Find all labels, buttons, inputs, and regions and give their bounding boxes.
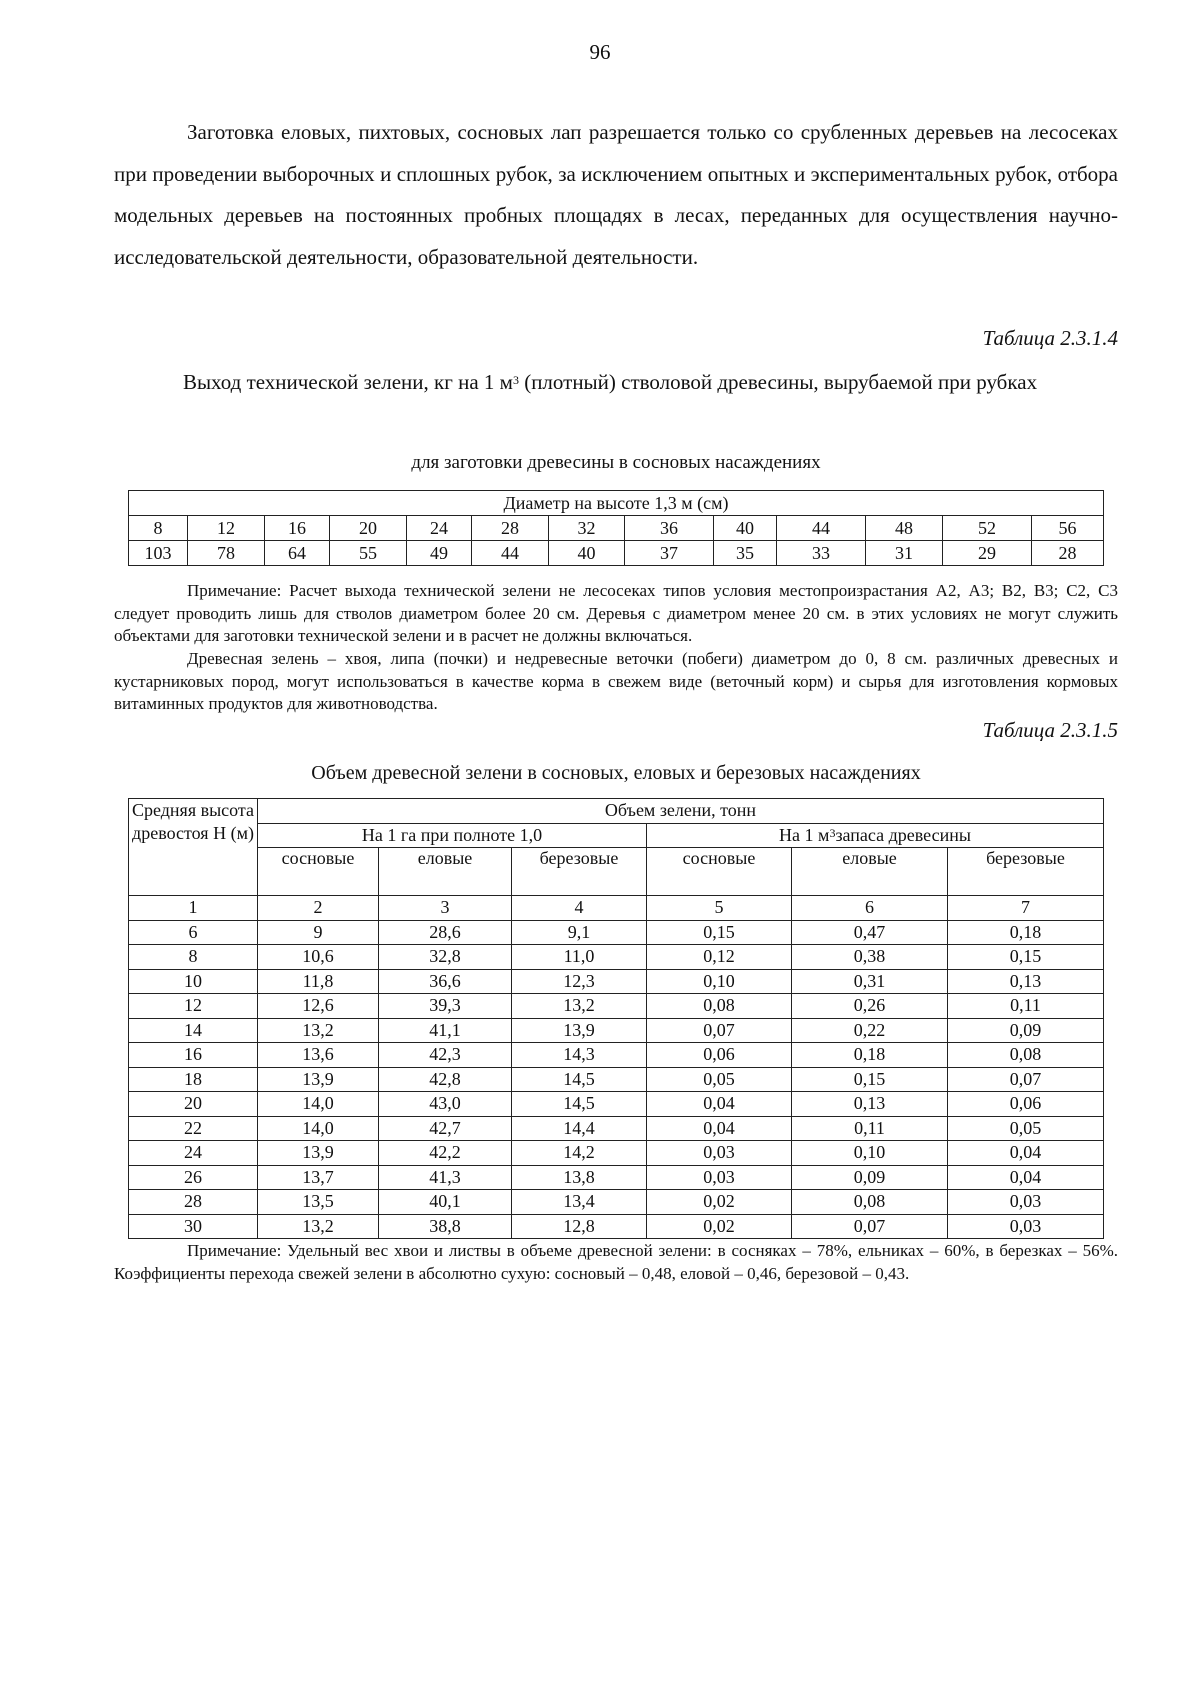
table2-cell: 36,6 bbox=[379, 969, 512, 994]
table2-cell: 42,3 bbox=[379, 1043, 512, 1068]
table2-cell: 0,03 bbox=[948, 1190, 1104, 1215]
table2-cell: 41,3 bbox=[379, 1165, 512, 1190]
table2-body bbox=[129, 920, 1104, 1239]
table1-diameter-cell: 36 bbox=[625, 516, 714, 541]
table2-cell: 0,08 bbox=[792, 1190, 948, 1215]
table2-species-cell: еловые bbox=[792, 848, 948, 896]
table2-cell: 12 bbox=[129, 994, 258, 1019]
table2-cell: 14,3 bbox=[512, 1043, 647, 1068]
table1-diameter-cell: 44 bbox=[777, 516, 866, 541]
table2-cell: 13,4 bbox=[512, 1190, 647, 1215]
table2-cell: 0,04 bbox=[647, 1092, 792, 1117]
table1-value-cell: 55 bbox=[330, 541, 407, 566]
table2-cell: 0,13 bbox=[948, 969, 1104, 994]
table2-cell: 12,3 bbox=[512, 969, 647, 994]
table2-group-m3-sup: 3 bbox=[829, 825, 836, 840]
table2-cell: 11,8 bbox=[258, 969, 379, 994]
table2-cell: 14,0 bbox=[258, 1116, 379, 1141]
table1-diameter-cell: 28 bbox=[472, 516, 549, 541]
table2-cell: 0,15 bbox=[792, 1067, 948, 1092]
note1-p2-text: Древесная зелень – хвоя, липа (почки) и недревесные веточки (побеги) диаметром до 0, 8 см. различных древесных и кустарниковых пород, могут использоваться в качестве корма в свежем виде (веточный корм) и сырья для изготовления кормовых витаминных продуктов для животноводства. bbox=[114, 649, 1118, 713]
table2-cell: 32,8 bbox=[379, 945, 512, 970]
table2-cell: 14,2 bbox=[512, 1141, 647, 1166]
table2-cell: 0,04 bbox=[647, 1116, 792, 1141]
table1-value-cell: 28 bbox=[1032, 541, 1104, 566]
table2-cell: 8 bbox=[129, 945, 258, 970]
table1-value-cell: 49 bbox=[407, 541, 472, 566]
table1-value-cell: 78 bbox=[188, 541, 265, 566]
table1-title bbox=[150, 362, 1070, 403]
table2-column-numbers bbox=[129, 896, 1104, 921]
table2-species-cell: сосновые bbox=[647, 848, 792, 896]
table2-row bbox=[129, 1018, 1104, 1043]
table2-cell: 0,15 bbox=[948, 945, 1104, 970]
table1-value-cell: 44 bbox=[472, 541, 549, 566]
table2-cell: 0,12 bbox=[647, 945, 792, 970]
table2-cell: 28,6 bbox=[379, 920, 512, 945]
table2-cell: 0,22 bbox=[792, 1018, 948, 1043]
table2-cell: 0,11 bbox=[792, 1116, 948, 1141]
table1-value-cell: 29 bbox=[943, 541, 1032, 566]
table2-cell: 0,47 bbox=[792, 920, 948, 945]
table2-row bbox=[129, 1214, 1104, 1239]
table2-cell: 10,6 bbox=[258, 945, 379, 970]
table2-cell: 42,8 bbox=[379, 1067, 512, 1092]
table2-cell: 0,04 bbox=[948, 1165, 1104, 1190]
table2-cell: 0,02 bbox=[647, 1190, 792, 1215]
table2-cell: 26 bbox=[129, 1165, 258, 1190]
table2-cell: 13,6 bbox=[258, 1043, 379, 1068]
table2-cell: 0,10 bbox=[647, 969, 792, 994]
table2-row bbox=[129, 1165, 1104, 1190]
table2-cell: 13,9 bbox=[258, 1067, 379, 1092]
table1-diameter-cell: 48 bbox=[866, 516, 943, 541]
table2-cell: 13,2 bbox=[258, 1018, 379, 1043]
table2-colnum-cell: 7 bbox=[948, 896, 1104, 921]
table1-diameter-cell: 12 bbox=[188, 516, 265, 541]
table2-cell: 13,9 bbox=[258, 1141, 379, 1166]
table2-cell: 14,5 bbox=[512, 1067, 647, 1092]
table2-cell: 43,0 bbox=[379, 1092, 512, 1117]
table2-colnum-cell: 6 bbox=[792, 896, 948, 921]
table2-cell: 0,05 bbox=[647, 1067, 792, 1092]
table2-cell: 0,05 bbox=[948, 1116, 1104, 1141]
table2-cell: 10 bbox=[129, 969, 258, 994]
table1-value-cell: 64 bbox=[265, 541, 330, 566]
table2-cell: 20 bbox=[129, 1092, 258, 1117]
table2-cell: 0,10 bbox=[792, 1141, 948, 1166]
table1-header: Диаметр на высоте 1,3 м (см) bbox=[129, 491, 1104, 516]
table2-cell: 13,9 bbox=[512, 1018, 647, 1043]
table1-diameter-cell: 24 bbox=[407, 516, 472, 541]
table2-cell: 0,04 bbox=[948, 1141, 1104, 1166]
table1-title-part2: (плотный) стволовой древесины, вырубаемой при рубках bbox=[518, 370, 1038, 394]
table1-value-cell: 35 bbox=[714, 541, 777, 566]
note1-p1 bbox=[114, 580, 1118, 648]
table2-cell: 0,11 bbox=[948, 994, 1104, 1019]
table2-cell: 14,5 bbox=[512, 1092, 647, 1117]
table1-diameter-cell: 8 bbox=[129, 516, 188, 541]
table2-species-cell: березовые bbox=[948, 848, 1104, 896]
table2-cell: 41,1 bbox=[379, 1018, 512, 1043]
table2-colnum-cell: 5 bbox=[647, 896, 792, 921]
table2-row bbox=[129, 1141, 1104, 1166]
intro-paragraph-text: Заготовка еловых, пихтовых, сосновых лап разрешается только со срубленных деревьев на лесосеках при проведении выборочных и сплошных рубок, за исключением опытных и экспериментальных рубок, отбора модельных деревьев на постоянных пробных площадях в лесах, переданных для осуществления научно-исследовательской деятельности, образовательной деятельности. bbox=[114, 120, 1118, 269]
table2-height-header: Средняя высота древостоя Н (м) bbox=[129, 799, 258, 896]
table2-row bbox=[129, 1043, 1104, 1068]
table1-diameter-cell: 16 bbox=[265, 516, 330, 541]
note2 bbox=[114, 1240, 1118, 1285]
table2-row bbox=[129, 1092, 1104, 1117]
table2-cell: 0,18 bbox=[792, 1043, 948, 1068]
table2-cell: 13,7 bbox=[258, 1165, 379, 1190]
table2-group-m3-pre: На 1 м bbox=[779, 824, 830, 845]
intro-paragraph bbox=[114, 112, 1118, 278]
table2-row bbox=[129, 945, 1104, 970]
table2-cell: 0,02 bbox=[647, 1214, 792, 1239]
table2-cell: 30 bbox=[129, 1214, 258, 1239]
table2-cell: 0,07 bbox=[948, 1067, 1104, 1092]
table2-species-cell: березовые bbox=[512, 848, 647, 896]
table1 bbox=[128, 490, 1104, 566]
table2-cell: 0,08 bbox=[647, 994, 792, 1019]
table1-title-part1: Выход технической зелени, кг на 1 м bbox=[182, 370, 513, 394]
table2-cell: 0,07 bbox=[647, 1018, 792, 1043]
table2-colnum-cell: 2 bbox=[258, 896, 379, 921]
table2-cell: 11,0 bbox=[512, 945, 647, 970]
table1-title-sup: 3 bbox=[512, 373, 519, 387]
table2-cell: 0,38 bbox=[792, 945, 948, 970]
table2-row bbox=[129, 1067, 1104, 1092]
table2-colnum-cell: 1 bbox=[129, 896, 258, 921]
table1-diameter-row bbox=[129, 516, 1104, 541]
table2-cell: 16 bbox=[129, 1043, 258, 1068]
table2-cell: 40,1 bbox=[379, 1190, 512, 1215]
table2-cell: 0,03 bbox=[647, 1165, 792, 1190]
table2-species-cell: сосновые bbox=[258, 848, 379, 896]
table2-cell: 14 bbox=[129, 1018, 258, 1043]
table2-cell: 0,03 bbox=[647, 1141, 792, 1166]
table2-cell: 12,6 bbox=[258, 994, 379, 1019]
table2-cell: 13,2 bbox=[512, 994, 647, 1019]
table2-cell: 0,31 bbox=[792, 969, 948, 994]
table1-value-cell: 103 bbox=[129, 541, 188, 566]
table2-cell: 39,3 bbox=[379, 994, 512, 1019]
table2-cell: 0,09 bbox=[948, 1018, 1104, 1043]
table1-value-cell: 40 bbox=[549, 541, 625, 566]
table2-cell: 18 bbox=[129, 1067, 258, 1092]
table1-label: Таблица 2.3.1.4 bbox=[982, 326, 1118, 350]
table2-cell: 12,8 bbox=[512, 1214, 647, 1239]
table1-values-row bbox=[129, 541, 1104, 566]
table2-cell: 13,5 bbox=[258, 1190, 379, 1215]
table2-cell: 0,07 bbox=[792, 1214, 948, 1239]
table1-diameter-cell: 56 bbox=[1032, 516, 1104, 541]
table2-species-cell: еловые bbox=[379, 848, 512, 896]
note1-p1-text: Примечание: Расчет выхода технической зелени не лесосеках типов условия местопроизрастания А2, А3; В2, В3; С2, С3 следует проводить лишь для стволов диаметром более 20 см. Деревья с диаметром менее 20 см. в этих условиях не могут служить объектами для заготовки технической зелени и в расчет не должны включаться. bbox=[114, 581, 1118, 645]
table2-cell: 0,03 bbox=[948, 1214, 1104, 1239]
note2-text: Примечание: Удельный вес хвои и листвы в объеме древесной зелени: в сосняках – 78%, ельниках – 60%, в березках – 56%. Коэффициенты перехода свежей зелени в абсолютно сухую: сосновый – 0,48, еловой – 0,46, березовой – 0,43. bbox=[114, 1241, 1118, 1283]
table2-cell: 0,06 bbox=[948, 1092, 1104, 1117]
table2-row bbox=[129, 920, 1104, 945]
note1-p2 bbox=[114, 648, 1118, 716]
table2-row bbox=[129, 969, 1104, 994]
table2-title: Объем древесной зелени в сосновых, еловых и березовых насаждениях bbox=[311, 762, 921, 784]
table1-diameter-cell: 52 bbox=[943, 516, 1032, 541]
table1-value-cell: 37 bbox=[625, 541, 714, 566]
table2-cell: 0,15 bbox=[647, 920, 792, 945]
table2-cell: 28 bbox=[129, 1190, 258, 1215]
table2-cell: 14,0 bbox=[258, 1092, 379, 1117]
table2-volume-header: Объем зелени, тонн bbox=[258, 799, 1104, 824]
table2-cell: 14,4 bbox=[512, 1116, 647, 1141]
table2-group-m3 bbox=[647, 823, 1104, 848]
table2-cell: 0,08 bbox=[948, 1043, 1104, 1068]
table1-diameter-cell: 40 bbox=[714, 516, 777, 541]
table2-colnum-cell: 4 bbox=[512, 896, 647, 921]
table2-row bbox=[129, 994, 1104, 1019]
table2-cell: 9,1 bbox=[512, 920, 647, 945]
table2-cell: 38,8 bbox=[379, 1214, 512, 1239]
table2-cell: 0,13 bbox=[792, 1092, 948, 1117]
table2 bbox=[128, 798, 1104, 1239]
table2-cell: 24 bbox=[129, 1141, 258, 1166]
table2-group-m3-post: запаса древесины bbox=[835, 824, 971, 845]
table2-label: Таблица 2.3.1.5 bbox=[982, 718, 1118, 742]
table2-cell: 13,2 bbox=[258, 1214, 379, 1239]
table1-subtitle: для заготовки древесины в сосновых насаждениях bbox=[411, 452, 821, 473]
table2-cell: 9 bbox=[258, 920, 379, 945]
table2-cell: 42,7 bbox=[379, 1116, 512, 1141]
table2-cell: 0,18 bbox=[948, 920, 1104, 945]
table2-cell: 0,06 bbox=[647, 1043, 792, 1068]
table2-cell: 13,8 bbox=[512, 1165, 647, 1190]
table1-diameter-cell: 32 bbox=[549, 516, 625, 541]
table2-cell: 42,2 bbox=[379, 1141, 512, 1166]
table2-cell: 22 bbox=[129, 1116, 258, 1141]
table2-cell: 0,09 bbox=[792, 1165, 948, 1190]
table2-colnum-cell: 3 bbox=[379, 896, 512, 921]
table1-value-cell: 31 bbox=[866, 541, 943, 566]
table2-cell: 6 bbox=[129, 920, 258, 945]
table2-cell: 0,26 bbox=[792, 994, 948, 1019]
table2-group-ha: На 1 га при полноте 1,0 bbox=[258, 823, 647, 848]
table1-diameter-cell: 20 bbox=[330, 516, 407, 541]
table2-row bbox=[129, 1116, 1104, 1141]
table1-value-cell: 33 bbox=[777, 541, 866, 566]
page-number: 96 bbox=[589, 40, 611, 64]
table2-row bbox=[129, 1190, 1104, 1215]
